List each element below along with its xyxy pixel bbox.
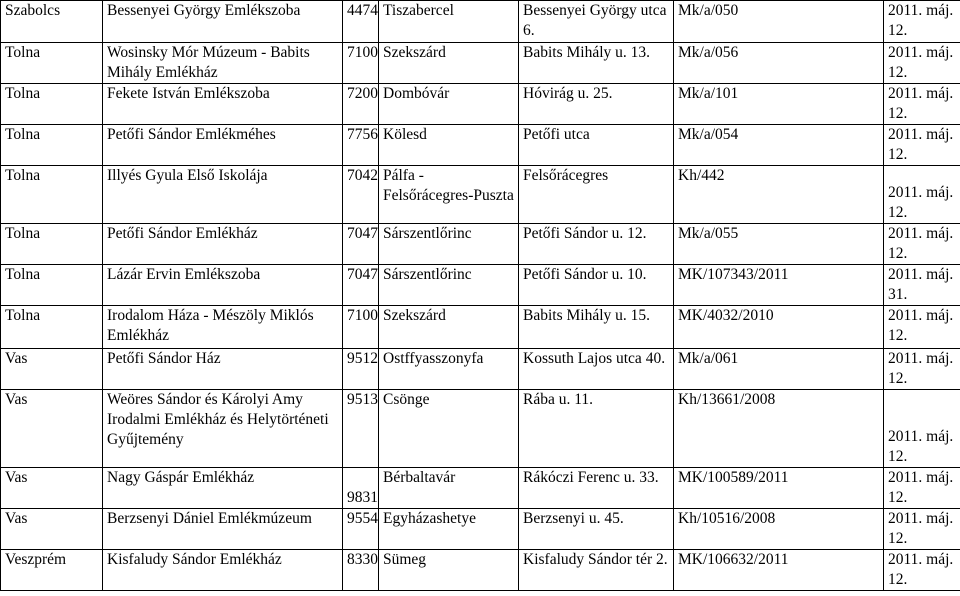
county-cell: Tolna	[1, 125, 103, 166]
registration-number-cell: MK/106632/2011	[674, 550, 884, 591]
zip-code-cell: 7100	[343, 306, 379, 349]
registration-number-cell: Mk/a/055	[674, 224, 884, 265]
city-cell: Egyházashetye	[379, 509, 519, 550]
county-cell: Vas	[1, 509, 103, 550]
date-cell: 2011. máj. 12.	[884, 550, 960, 591]
table-row	[1, 509, 960, 550]
county-cell: Tolna	[1, 224, 103, 265]
registration-number-cell: Kh/442	[674, 166, 884, 224]
county-cell: Tolna	[1, 84, 103, 125]
table-row	[1, 349, 960, 390]
table-row	[1, 166, 960, 224]
city-cell: Dombóvár	[379, 84, 519, 125]
registration-number-cell: MK/107343/2011	[674, 265, 884, 306]
zip-code-cell: 7042	[343, 166, 379, 224]
zip-code-cell: 8330	[343, 550, 379, 591]
registration-number-cell: MK/4032/2010	[674, 306, 884, 349]
date-cell: 2011. máj. 12.	[884, 43, 960, 84]
city-cell: Bérbaltavár	[379, 468, 519, 509]
city-cell: Szekszárd	[379, 306, 519, 349]
table-row	[1, 125, 960, 166]
county-cell: Vas	[1, 349, 103, 390]
date-cell: 2011. máj. 12.	[884, 390, 960, 468]
county-cell: Vas	[1, 390, 103, 468]
institution-name-cell: Illyés Gyula Első Iskolája	[103, 166, 343, 224]
zip-code-cell: 7047	[343, 265, 379, 306]
date-cell: 2011. máj. 12.	[884, 306, 960, 349]
address-cell: Berzsenyi u. 45.	[519, 509, 674, 550]
address-cell: Petőfi Sándor u. 12.	[519, 224, 674, 265]
table-row	[1, 265, 960, 306]
institution-name-cell: Petőfi Sándor Emlékméhes	[103, 125, 343, 166]
registration-number-cell: Mk/a/101	[674, 84, 884, 125]
zip-code-cell: 7100	[343, 43, 379, 84]
institution-name-cell: Lázár Ervin Emlékszoba	[103, 265, 343, 306]
registration-number-cell: Kh/10516/2008	[674, 509, 884, 550]
county-cell: Tolna	[1, 265, 103, 306]
zip-code-cell: 9554	[343, 509, 379, 550]
county-cell: Szabolcs	[1, 1, 103, 43]
date-cell: 2011. máj. 12.	[884, 1, 960, 43]
date-cell: 2011. máj. 12.	[884, 84, 960, 125]
institution-name-cell: Irodalom Háza - Mészöly Miklós Emlékház	[103, 306, 343, 349]
date-cell: 2011. máj. 31.	[884, 265, 960, 306]
zip-code-cell: 7047	[343, 224, 379, 265]
institution-name-cell: Kisfaludy Sándor Emlékház	[103, 550, 343, 591]
registration-number-cell: Mk/a/054	[674, 125, 884, 166]
institution-name-cell: Berzsenyi Dániel Emlékmúzeum	[103, 509, 343, 550]
city-cell: Sümeg	[379, 550, 519, 591]
registration-number-cell: Kh/13661/2008	[674, 390, 884, 468]
city-cell: Kölesd	[379, 125, 519, 166]
address-cell: Kossuth Lajos utca 40.	[519, 349, 674, 390]
county-cell: Tolna	[1, 166, 103, 224]
institution-name-cell: Nagy Gáspár Emlékház	[103, 468, 343, 509]
city-cell: Sárszentlőrinc	[379, 224, 519, 265]
table-row	[1, 550, 960, 591]
zip-code-cell: 9513	[343, 390, 379, 468]
date-cell: 2011. máj. 12.	[884, 125, 960, 166]
institution-name-cell: Bessenyei György Emlékszoba	[103, 1, 343, 43]
table-row	[1, 84, 960, 125]
address-cell: Babits Mihály u. 13.	[519, 43, 674, 84]
county-cell: Tolna	[1, 306, 103, 349]
address-cell: Hóvirág u. 25.	[519, 84, 674, 125]
registration-number-cell: Mk/a/050	[674, 1, 884, 43]
city-cell: Szekszárd	[379, 43, 519, 84]
institution-name-cell: Wosinsky Mór Múzeum - Babits Mihály Emlékház	[103, 43, 343, 84]
institution-name-cell: Petőfi Sándor Emlékház	[103, 224, 343, 265]
date-cell: 2011. máj. 12.	[884, 349, 960, 390]
zip-code-cell: 4474	[343, 1, 379, 43]
county-cell: Vas	[1, 468, 103, 509]
county-cell: Tolna	[1, 43, 103, 84]
city-cell: Csönge	[379, 390, 519, 468]
institution-name-cell: Fekete István Emlékszoba	[103, 84, 343, 125]
address-cell: Kisfaludy Sándor tér 2.	[519, 550, 674, 591]
date-cell: 2011. máj. 12.	[884, 468, 960, 509]
city-cell: Pálfa - Felsőrácegres-Puszta	[379, 166, 519, 224]
zip-code-cell: 7756	[343, 125, 379, 166]
address-cell: Felsőrácegres	[519, 166, 674, 224]
address-cell: Babits Mihály u. 15.	[519, 306, 674, 349]
table-row	[1, 224, 960, 265]
address-cell: Rákóczi Ferenc u. 33.	[519, 468, 674, 509]
institution-name-cell: Weöres Sándor és Károlyi Amy Irodalmi Emlékház és Helytörténeti Gyűjtemény	[103, 390, 343, 468]
zip-code-cell: 7200	[343, 84, 379, 125]
registration-number-cell: Mk/a/061	[674, 349, 884, 390]
date-cell: 2011. máj. 12.	[884, 166, 960, 224]
city-cell: Ostffyasszonyfa	[379, 349, 519, 390]
date-cell: 2011. máj. 12.	[884, 509, 960, 550]
date-cell: 2011. máj. 12.	[884, 224, 960, 265]
table-row	[1, 1, 960, 43]
address-cell: Petőfi Sándor u. 10.	[519, 265, 674, 306]
city-cell: Sárszentlőrinc	[379, 265, 519, 306]
city-cell: Tiszabercel	[379, 1, 519, 43]
table-row	[1, 43, 960, 84]
table-row	[1, 390, 960, 468]
registration-number-cell: MK/100589/2011	[674, 468, 884, 509]
institution-name-cell: Petőfi Sándor Ház	[103, 349, 343, 390]
county-cell: Veszprém	[1, 550, 103, 591]
address-cell: Bessenyei György utca 6.	[519, 1, 674, 43]
table-row	[1, 306, 960, 349]
zip-code-cell: 9512	[343, 349, 379, 390]
zip-code-cell: 9831	[343, 468, 379, 509]
address-cell: Rába u. 11.	[519, 390, 674, 468]
address-cell: Petőfi utca	[519, 125, 674, 166]
table-row	[1, 468, 960, 509]
registration-number-cell: Mk/a/056	[674, 43, 884, 84]
